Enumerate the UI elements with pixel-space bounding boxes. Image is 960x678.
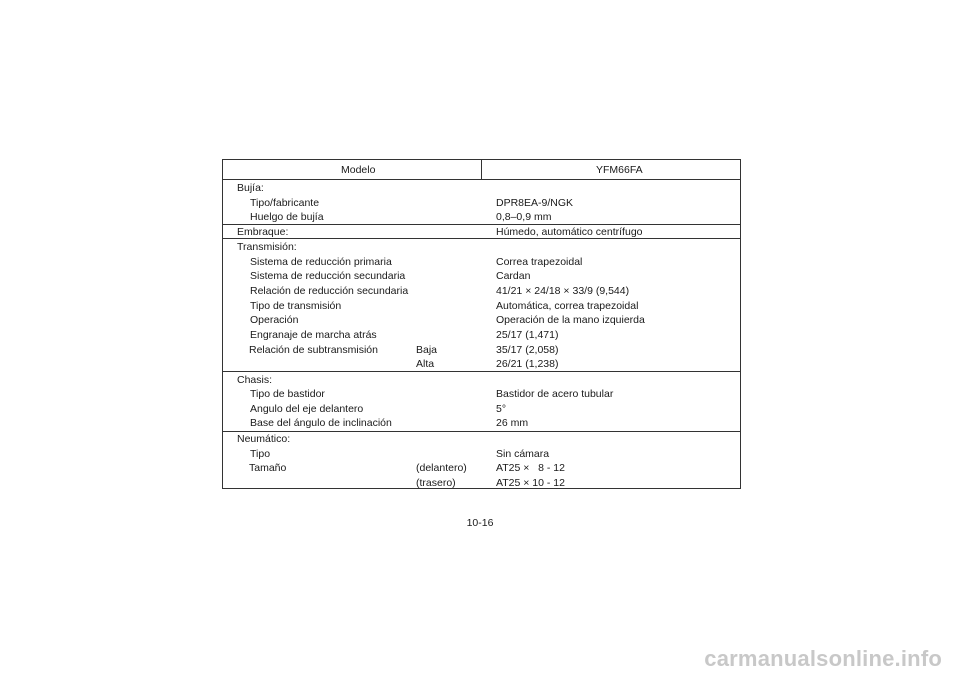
row-label: Sistema de reducción secundaria xyxy=(250,270,406,282)
row-label: Tipo/fabricante xyxy=(250,197,320,209)
section-divider xyxy=(223,238,740,239)
row-label: Tipo xyxy=(250,448,271,460)
row-value: 26 mm xyxy=(496,417,529,429)
row-value: Húmedo, automático centrífugo xyxy=(496,226,643,238)
section-title-bujia: Bujía: xyxy=(237,182,264,194)
row-label: Angulo del eje delantero xyxy=(250,403,364,415)
row-value: 0,8–0,9 mm xyxy=(496,211,552,223)
page-number: 10-16 xyxy=(466,517,494,529)
header-model-label: Modelo xyxy=(341,164,376,176)
row-value: AT25 × 8 - 12 xyxy=(496,462,565,474)
row-value: 25/17 (1,471) xyxy=(496,329,559,341)
row-value: Sin cámara xyxy=(496,448,550,460)
row-label: Relación de subtransmisión xyxy=(249,344,378,356)
row-value: 35/17 (2,058) xyxy=(496,344,559,356)
row-value: 26/21 (1,238) xyxy=(496,358,559,370)
row-label: Tipo de transmisión xyxy=(250,300,342,312)
watermark: carmanualsonline.info xyxy=(704,646,942,671)
row-value: Correa trapezoidal xyxy=(496,256,583,268)
row-value: Cardan xyxy=(496,270,531,282)
row-value: 5° xyxy=(496,403,507,415)
section-title-chasis: Chasis: xyxy=(237,374,273,386)
row-label: Tamaño xyxy=(249,462,287,474)
row-value: Bastidor de acero tubular xyxy=(496,388,614,400)
row-sublabel: (delantero) xyxy=(416,462,467,474)
table-header xyxy=(223,160,740,180)
row-label: Operación xyxy=(250,314,299,326)
row-value: Automática, correa trapezoidal xyxy=(496,300,639,312)
row-sublabel: Baja xyxy=(416,344,438,356)
header-divider xyxy=(481,160,482,179)
section-title-embrague: Embraque: xyxy=(237,226,289,238)
row-value: AT25 × 10 - 12 xyxy=(496,477,565,489)
section-divider xyxy=(223,224,740,225)
row-label: Sistema de reducción primaria xyxy=(250,256,392,268)
row-label: Engranaje de marcha atrás xyxy=(250,329,377,341)
row-label: Relación de reducción secundaria xyxy=(250,285,409,297)
header-model-value: YFM66FA xyxy=(596,164,643,176)
section-title-neumatico: Neumático: xyxy=(237,433,291,445)
row-value: Operación de la mano izquierda xyxy=(496,314,645,326)
row-label: Huelgo de bujía xyxy=(250,211,324,223)
row-sublabel: (trasero) xyxy=(416,477,456,489)
section-divider xyxy=(223,371,740,372)
spec-table xyxy=(222,159,741,489)
section-title-transmision: Transmisión: xyxy=(237,241,297,253)
row-label: Base del ángulo de inclinación xyxy=(250,417,392,429)
section-divider xyxy=(223,431,740,432)
row-value: 41/21 × 24/18 × 33/9 (9,544) xyxy=(496,285,630,297)
row-sublabel: Alta xyxy=(416,358,435,370)
row-label: Tipo de bastidor xyxy=(250,388,325,400)
row-value: DPR8EA-9/NGK xyxy=(496,197,574,209)
